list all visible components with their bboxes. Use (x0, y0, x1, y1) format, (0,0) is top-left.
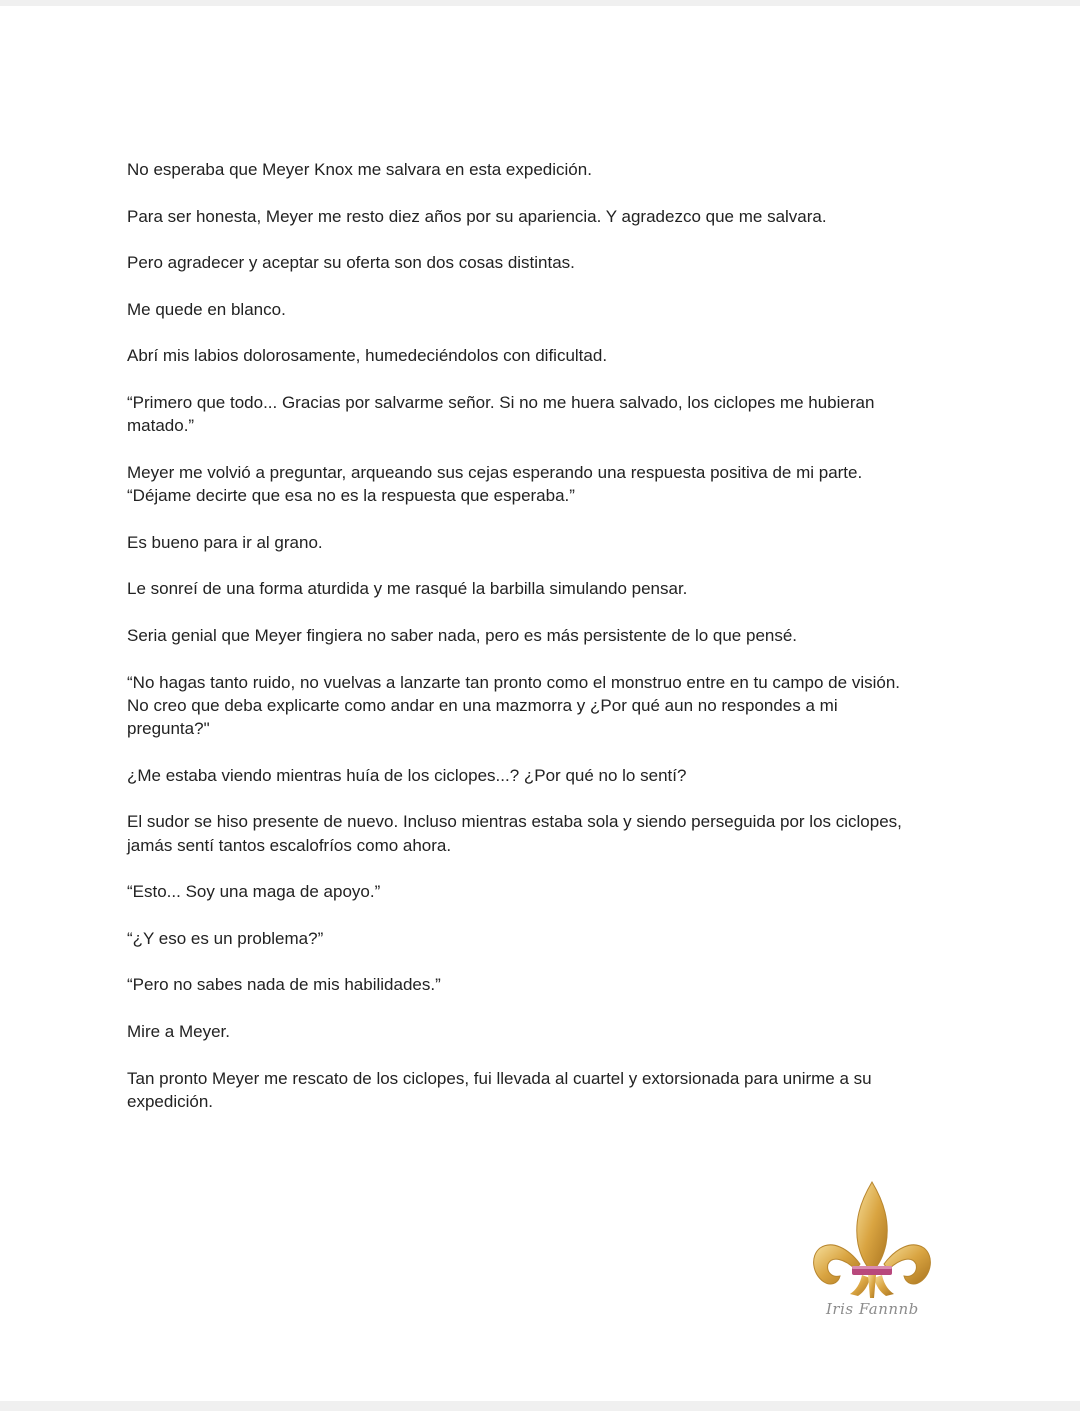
paragraph: “Esto... Soy una maga de apoyo.” (127, 882, 381, 902)
paragraph: Le sonreí de una forma aturdida y me rasqué la barbilla simulando pensar. (127, 579, 688, 599)
paragraph: Es bueno para ir al grano. (127, 532, 323, 552)
paragraph: Mire a Meyer. (127, 1021, 230, 1041)
paragraph: Seria genial que Meyer fingiera no saber nada, pero es más persistente de lo que pensé. (127, 625, 798, 645)
paragraph: “No hagas tanto ruido, no vuelvas a lanzarte tan pronto como el monstruo entre en tu campo de visión. No creo que deba explicarte como andar en una mazmorra y ¿Por qué aun no respondes a mi pregunta?" (127, 672, 901, 739)
document-body (127, 158, 947, 1136)
paragraph: Tan pronto Meyer me rescato de los ciclopes, fui llevada al cuartel y extorsionada para unirme a su expedición. (127, 1068, 872, 1111)
paragraph: “Primero que todo... Gracias por salvarme señor. Si no me huera salvado, los ciclopes me hubieran matado.” (127, 392, 875, 436)
paragraph: No esperaba que Meyer Knox me salvara en esta expedición. (127, 160, 592, 179)
paragraph: Para ser honesta, Meyer me resto diez años por su apariencia. Y agradezco que me salvara. (127, 206, 827, 226)
paragraph: Meyer me volvió a preguntar, arqueando sus cejas esperando una respuesta positiva de mi parte. “Déjame decirte que esa no es la respuesta que esperaba.” (127, 462, 863, 506)
paragraph: El sudor se hiso presente de nuevo. Incluso mientras estaba sola y siendo perseguida por los ciclopes, jamás sentí tantos escalofríos como ahora. (127, 812, 902, 855)
paragraph: “Pero no sabes nada de mis habilidades.” (127, 975, 441, 995)
paragraph: Abrí mis labios dolorosamente, humedeciéndolos con dificultad. (127, 346, 608, 366)
paragraph: Pero agradecer y aceptar su oferta son dos cosas distintas. (127, 253, 575, 273)
signature: Iris Fannnb (826, 1300, 919, 1318)
paragraph: Me quede en blanco. (127, 299, 286, 319)
paragraph: “¿Y eso es un problema?” (127, 928, 324, 948)
paragraph: ¿Me estaba viendo mientras huía de los ciclopes...? ¿Por qué no lo sentí? (127, 765, 687, 785)
